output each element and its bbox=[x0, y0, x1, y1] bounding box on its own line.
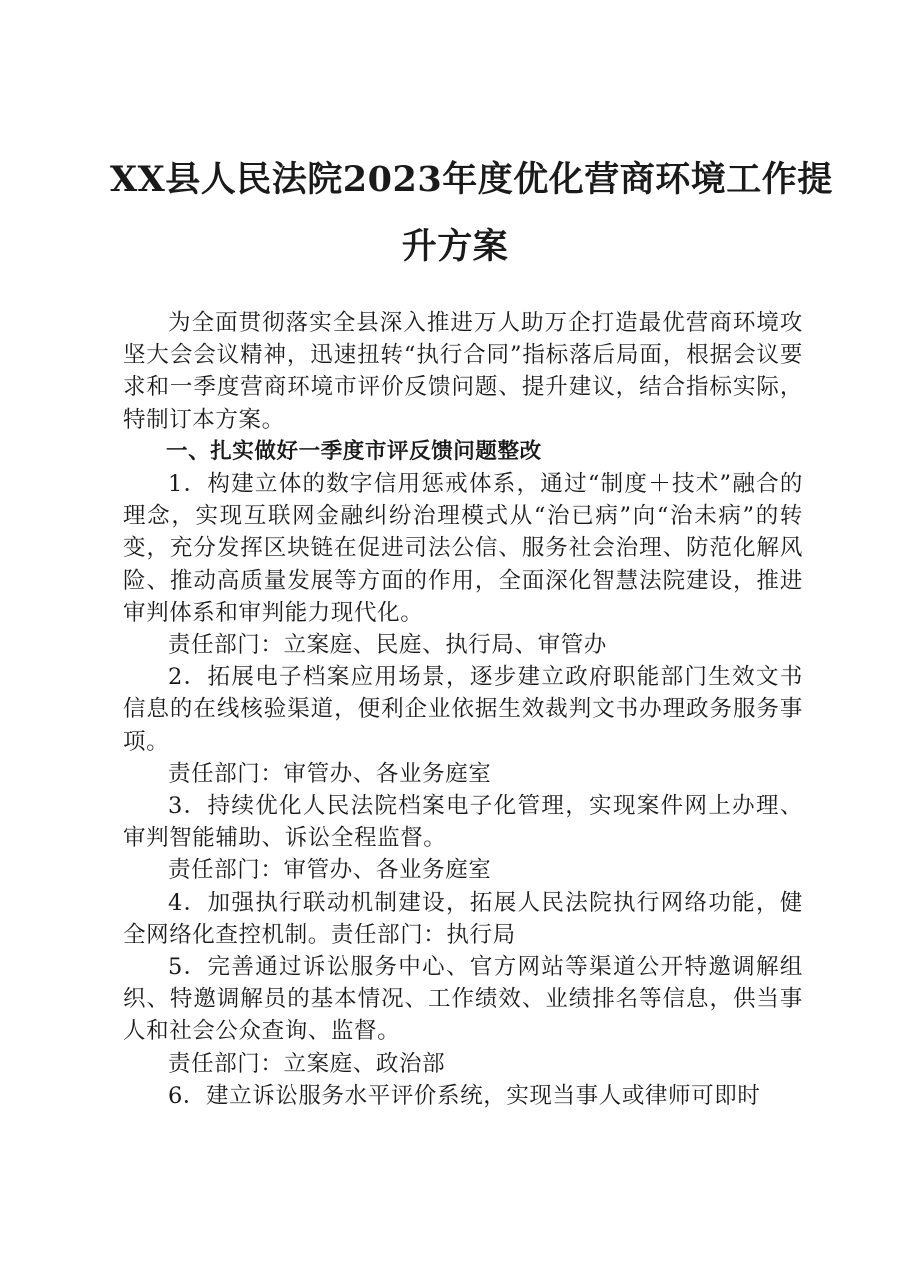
document-body bbox=[123, 307, 803, 1112]
item-paragraph: 1．构建立体的数字信用惩戒体系，通过“制度＋技术”融合的理念，实现互联网金融纠纷治理模式从“治已病”向“治未病”的转变，充分发挥区块链在促进司法公信、服务社会治理、防范化解风险、推动高质量发展等方面的作用，全面深化智慧法院建设，推进审判体系和审判能力现代化。 bbox=[123, 471, 803, 626]
section-heading: 一、扎实做好一季度市评反馈问题整改 bbox=[166, 438, 542, 464]
item-paragraph: 5．完善通过诉讼服务中心、官方网站等渠道公开特邀调解组织、特邀调解员的基本情况、工作绩效、业绩排名等信息，供当事人和社会公众查询、监督。 bbox=[123, 954, 803, 1045]
responsible-department: 责任部门：审管办、各业务庭室 bbox=[168, 857, 492, 884]
document-title-line2: 升方案 bbox=[401, 226, 509, 267]
responsible-department: 责任部门：立案庭、政治部 bbox=[168, 1050, 446, 1077]
item-paragraph: 4．加强执行联动机制建设，拓展人民法院执行网络功能，健全网络化查控机制。责任部门：执行局 bbox=[123, 889, 803, 948]
intro-paragraph: 为全面贯彻落实全县深入推进万人助万企打造最优营商环境攻坚大会会议精神，迅速扭转“执行合同”指标落后局面，根据会议要求和一季度营商环境市评价反馈问题、提升建议，结合指标实际，特制订本方案。 bbox=[123, 310, 803, 433]
responsible-department: 责任部门：审管办、各业务庭室 bbox=[168, 760, 492, 787]
responsible-department: 责任部门：立案庭、民庭、执行局、审管办 bbox=[168, 632, 607, 659]
item-paragraph: 2．拓展电子档案应用场景，逐步建立政府职能部门生效文书信息的在线核验渠道，便利企业依据生效裁判文书办理政务服务事项。 bbox=[123, 664, 803, 755]
item-paragraph: 3．持续优化人民法院档案电子化管理，实现案件网上办理、审判智能辅助、诉讼全程监督。 bbox=[123, 793, 803, 852]
item-paragraph: 6．建立诉讼服务水平评价系统，实现当事人或律师可即时 bbox=[168, 1082, 761, 1109]
document-title-line1: XX县人民法院2023年度优化营商环境工作提 bbox=[110, 159, 833, 200]
